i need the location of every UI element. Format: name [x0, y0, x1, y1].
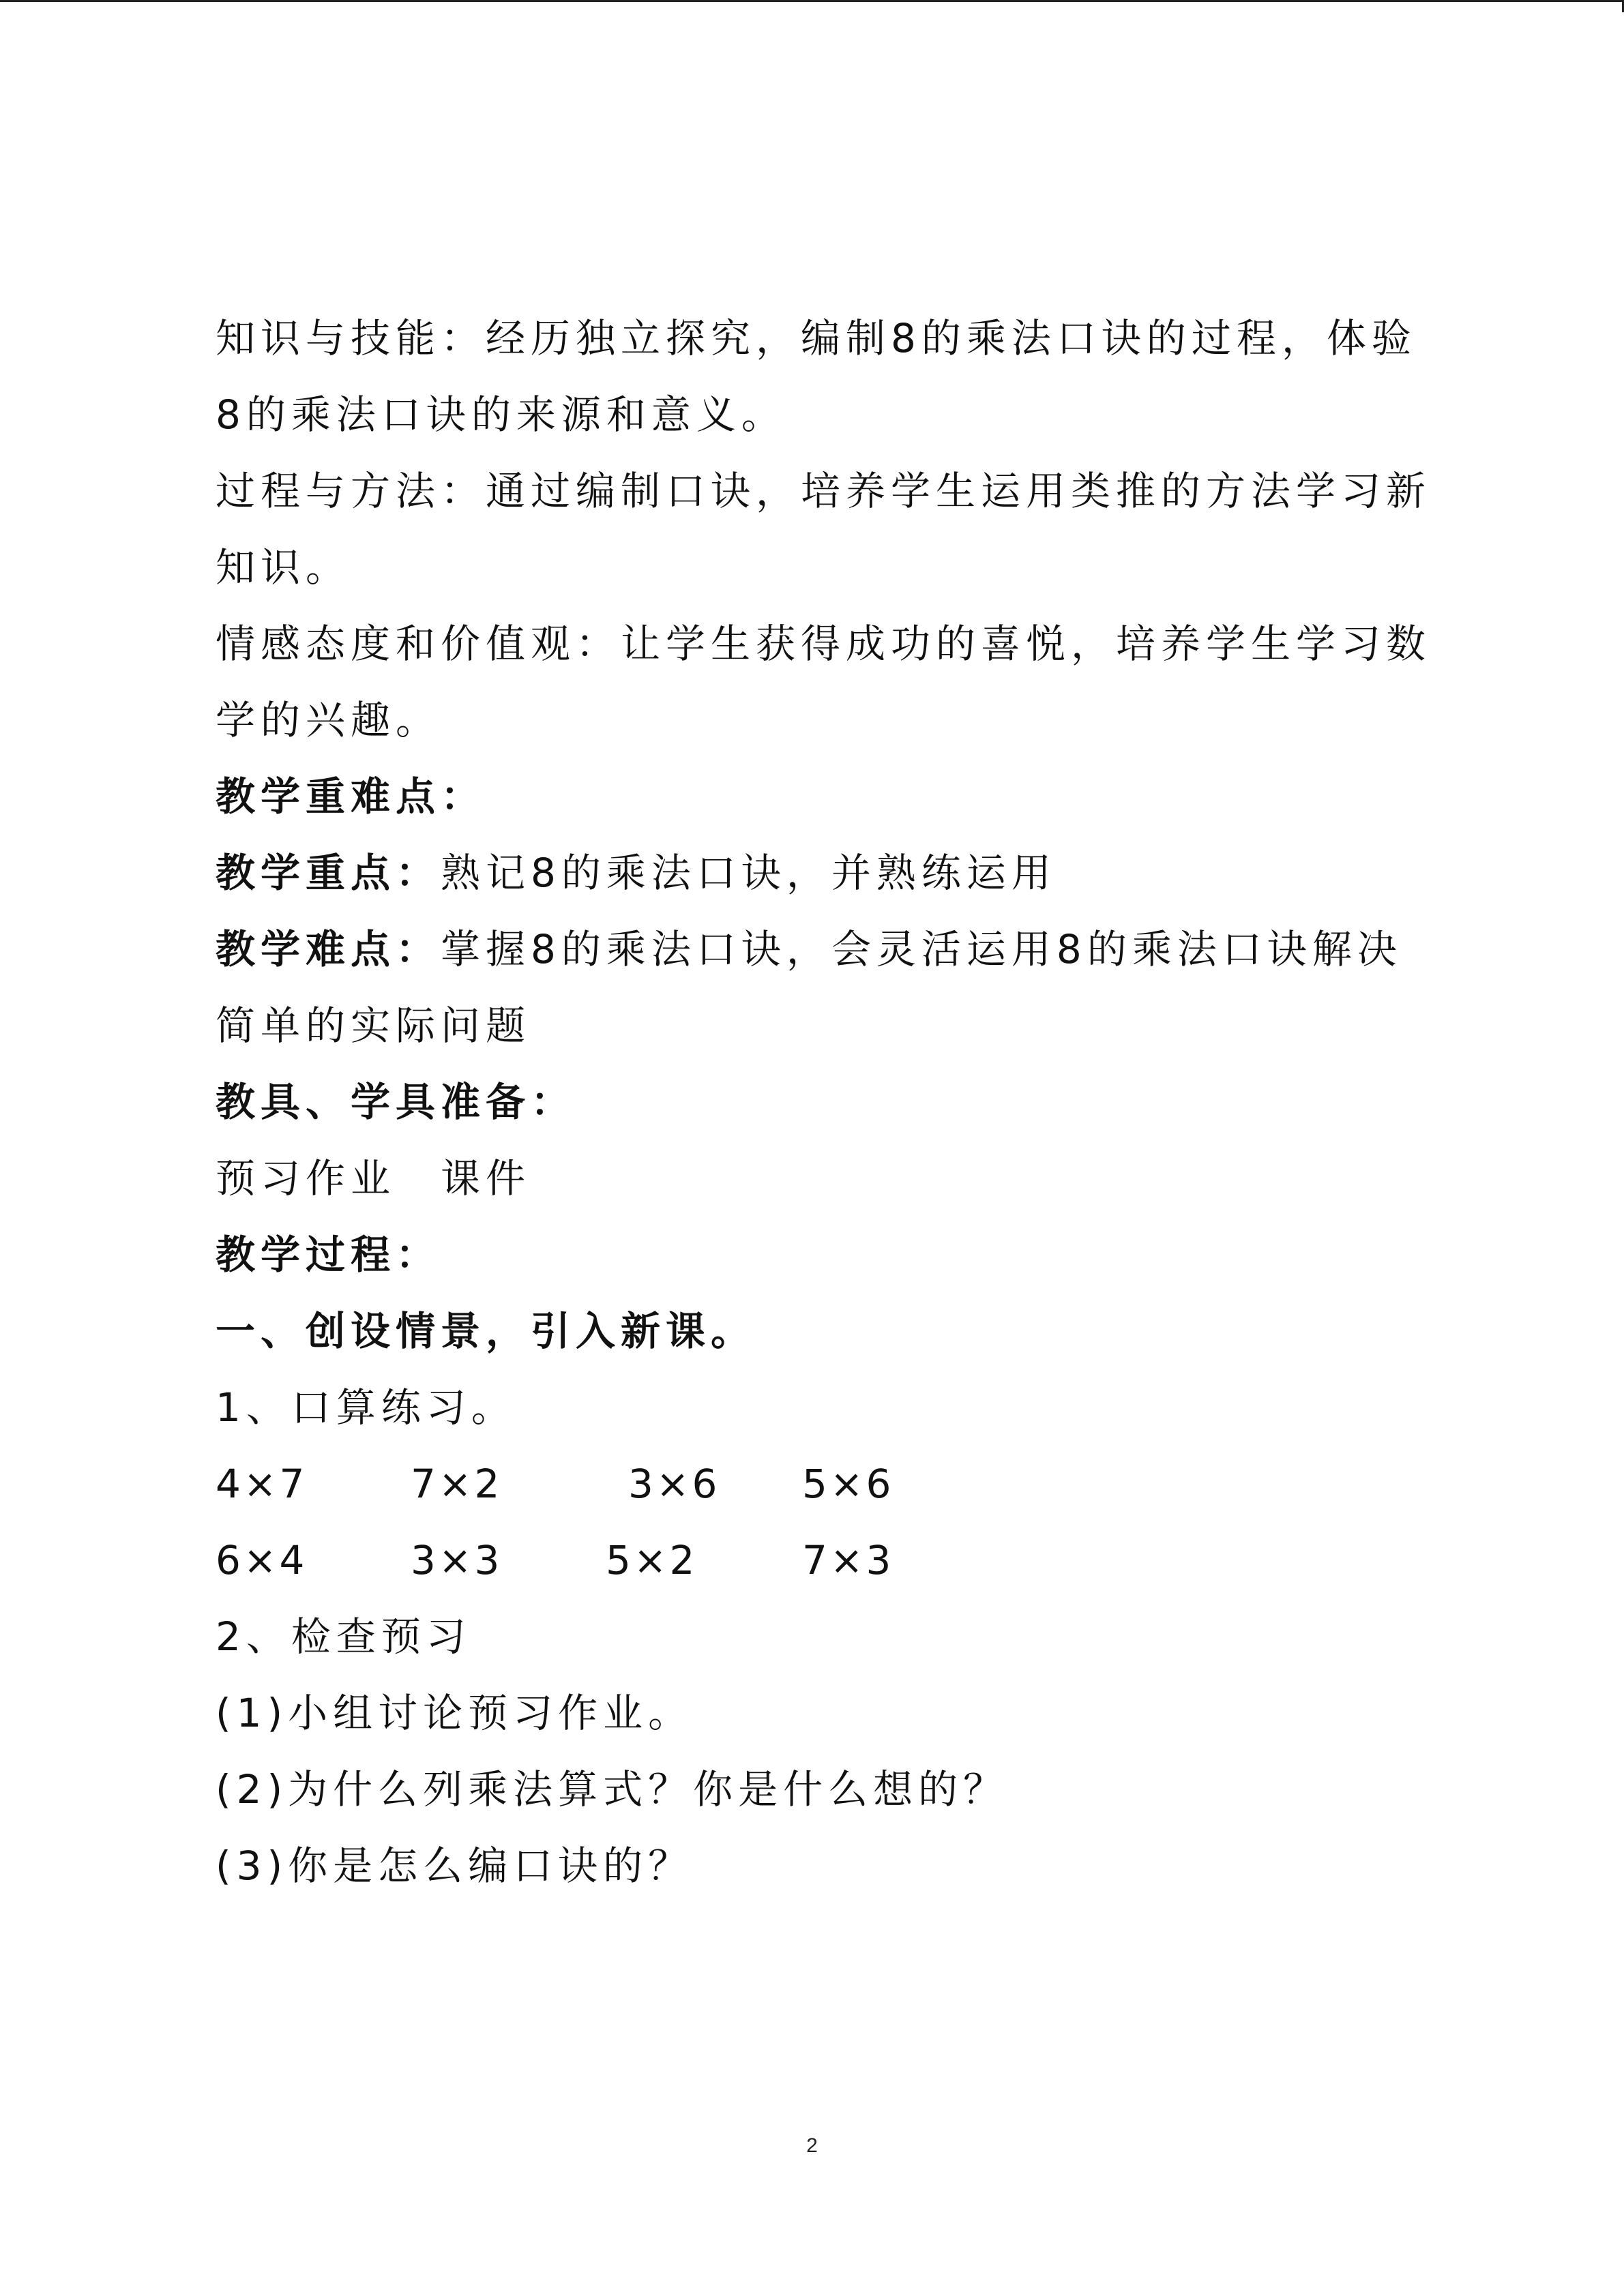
teaching-focus-label: 教学重点： [216, 850, 441, 896]
document-body [216, 300, 1432, 1904]
sub-item-2: (2)为什么列乘法算式？你是什么想的？ [216, 1766, 1009, 1813]
objective-process-line-1: 过程与方法：通过编制口诀，培养学生运用类推的方法学习新 [216, 468, 1432, 514]
teaching-process-heading: 教学过程： [216, 1232, 441, 1278]
mental-math-row-2 [216, 1522, 1402, 1598]
math-expression: 3×6 [628, 1461, 720, 1507]
math-expression: 5×2 [606, 1537, 698, 1583]
item-2-check-preview: 2、检查预习 [216, 1613, 471, 1660]
materials-heading: 教具、学具准备： [216, 1079, 576, 1125]
teaching-difficulty-label: 教学难点： [216, 926, 441, 972]
math-expression: 6×4 [216, 1537, 308, 1583]
section-1-title: 一、创设情景，引入新课。 [216, 1308, 756, 1354]
key-points-heading: 教学重难点： [216, 773, 486, 820]
teaching-focus-text: 熟记8的乘法口诀，并熟练运用 [441, 850, 1057, 896]
top-border-line [0, 0, 1624, 2]
objective-emotion-line-1: 情感态度和价值观：让学生获得成功的喜悦，培养学生学习数 [216, 621, 1432, 667]
item-1-mental-math: 1、口算练习。 [216, 1384, 516, 1431]
math-expression: 4×7 [216, 1461, 308, 1507]
teaching-difficulty-line-2: 简单的实际问题 [216, 1002, 531, 1049]
math-expression: 5×6 [802, 1461, 894, 1507]
mental-math-row-1 [216, 1446, 1402, 1522]
materials-text: 预习作业 课件 [216, 1155, 531, 1202]
objective-knowledge-line-1: 知识与技能：经历独立探究，编制8的乘法口诀的过程，体验 [216, 315, 1417, 361]
teaching-difficulty-text: 掌握8的乘法口诀，会灵活运用8的乘法口诀解决 [441, 926, 1402, 972]
sub-item-3: (3)你是怎么编口诀的？ [216, 1843, 694, 1889]
objective-process-line-2: 知识。 [216, 544, 351, 591]
objective-emotion-line-2: 学的兴趣。 [216, 697, 441, 743]
math-expression: 7×2 [411, 1461, 503, 1507]
objective-knowledge-line-2: 8的乘法口诀的来源和意义。 [216, 391, 786, 438]
math-expression: 7×3 [802, 1537, 894, 1583]
page-number: 2 [806, 2134, 818, 2157]
sub-item-1: (1)小组讨论预习作业。 [216, 1690, 694, 1736]
teaching-focus-line [216, 835, 1402, 911]
math-expression: 3×3 [411, 1537, 503, 1583]
teaching-difficulty-line [216, 911, 1402, 987]
